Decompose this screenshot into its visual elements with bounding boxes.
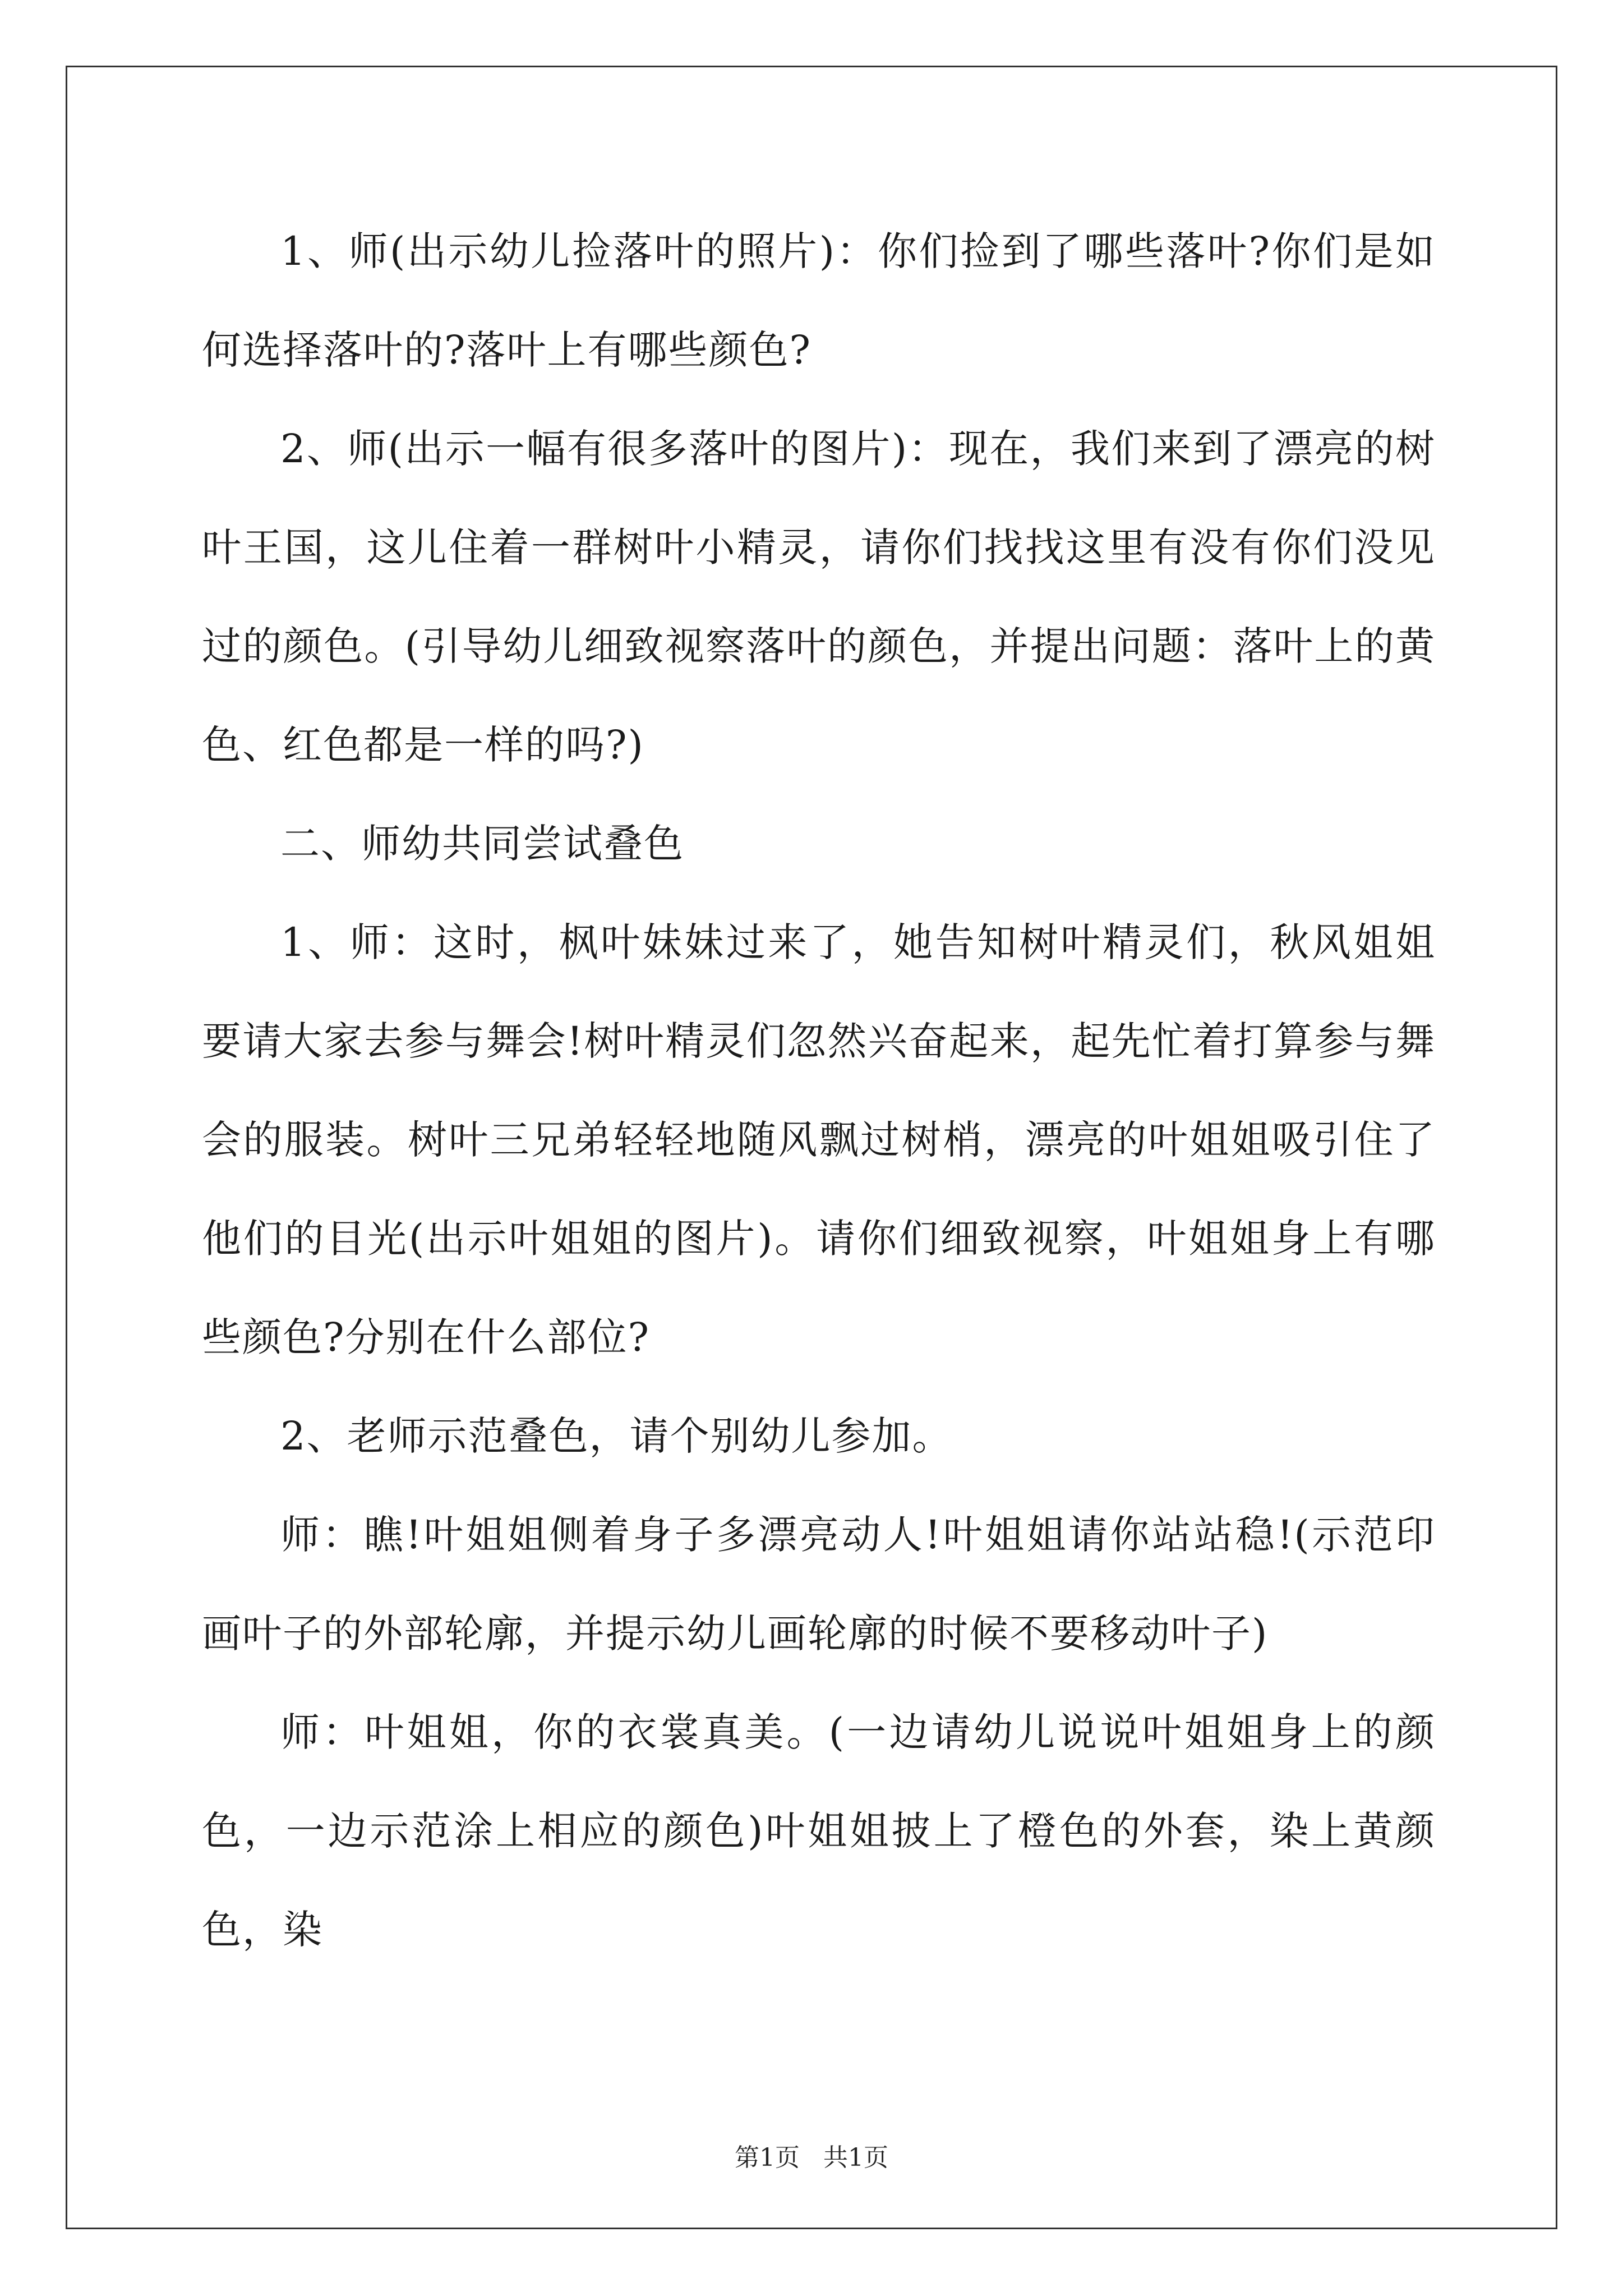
page-footer <box>0 2137 1623 2173</box>
paragraph: 师：叶姐姐，你的衣裳真美。(一边请幼儿说说叶姐姐身上的颜色，一边示范涂上相应的颜色)叶姐姐披上了橙色的外套，染上黄颜色，染 <box>202 1709 1436 1953</box>
paragraph: 2、师(出示一幅有很多落叶的图片)：现在，我们来到了漂亮的树叶王国，这儿住着一群树叶小精灵，请你们找找这里有没有你们没见过的颜色。(引导幼儿细致视察落叶的颜色，并提出问题：落叶上的黄色、红色都是一样的吗?) <box>202 426 1436 768</box>
page-total: 共1页 <box>823 2143 888 2172</box>
paragraph: 师：瞧!叶姐姐侧着身子多漂亮动人!叶姐姐请你站站稳!(示范印画叶子的外部轮廓，并提示幼儿画轮廓的时候不要移动叶子) <box>202 1512 1436 1657</box>
page-number: 第1页 <box>735 2143 800 2172</box>
paragraph: 1、师(出示幼儿捡落叶的照片)：你们捡到了哪些落叶?你们是如何选择落叶的?落叶上有哪些颜色? <box>202 228 1436 373</box>
section-heading: 二、师幼共同尝试叠色 <box>280 821 684 867</box>
paragraph: 2、老师示范叠色，请个别幼儿参加。 <box>280 1413 953 1459</box>
document-body <box>202 202 1436 1979</box>
paragraph: 1、师：这时，枫叶妹妹过来了，她告知树叶精灵们，秋风姐姐要请大家去参与舞会!树叶精灵们忽然兴奋起来，起先忙着打算参与舞会的服装。树叶三兄弟轻轻地随风飘过树梢，漂亮的叶姐姐吸引住了他们的目光(出示叶姐姐的图片)。请你们细致视察，叶姐姐身上有哪些颜色?分别在什么部位? <box>202 919 1436 1360</box>
